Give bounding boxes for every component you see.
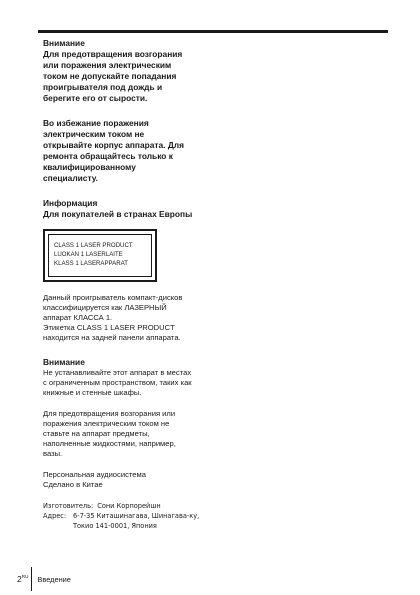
warning-line: открывайте корпус аппарата. Для bbox=[43, 140, 184, 150]
warning-line: Во избежание поражения bbox=[43, 118, 149, 128]
liquid-line: вазы. bbox=[43, 449, 63, 458]
manufacturer-info bbox=[43, 501, 218, 531]
info-desc-line: классифицируется как ЛАЗЕРНЫЙ bbox=[43, 303, 167, 312]
liquid-line: ставьте на аппарат предметы, bbox=[43, 429, 150, 438]
document-body bbox=[43, 38, 218, 531]
warning-line: электрическим током не bbox=[43, 129, 145, 139]
warning-line: специалисту. bbox=[43, 173, 99, 183]
address-value bbox=[73, 511, 199, 531]
warning-line: квалифицированному bbox=[43, 162, 136, 172]
placement-line: книжные и стенные шкафы. bbox=[43, 388, 142, 397]
product-line: Сделано в Китае bbox=[43, 480, 103, 489]
liquid-line: поражения электрическим током не bbox=[43, 419, 170, 428]
liquid-line: Для предотвращения возгорания или bbox=[43, 409, 176, 418]
info-desc-line: Данный проигрыватель компакт-дисков bbox=[43, 293, 183, 302]
footer-divider bbox=[31, 567, 32, 591]
laser-label-line: CLASS 1 LASER PRODUCT bbox=[54, 242, 133, 249]
info-desc-line: находится на задней панели аппарата. bbox=[43, 333, 181, 342]
address-line: 6-7-35 Киташинагава, Шинагава-ку, bbox=[73, 512, 200, 520]
warning-line: ремонта обращайтесь только к bbox=[43, 151, 173, 161]
laser-label-line: LUOKAN 1 LASERLAITE bbox=[54, 251, 123, 258]
product-info bbox=[43, 470, 218, 490]
warning-section-placement bbox=[43, 357, 218, 459]
manufacturer-key: Изготовитель: bbox=[43, 502, 94, 510]
laser-product-label bbox=[43, 229, 157, 282]
laser-label-inner bbox=[48, 234, 152, 277]
info-subtitle: Для покупателей в странах Европы bbox=[43, 209, 193, 219]
manufacturer-value: Сони Корпорейшн bbox=[97, 502, 161, 510]
page-language-code: RU bbox=[21, 574, 29, 580]
warning-title: Внимание bbox=[43, 38, 85, 48]
address-key: Адрес: bbox=[43, 512, 67, 520]
placement-line: Не устанавливайте этот аппарат в местах bbox=[43, 368, 192, 377]
placement-line: с ограниченным пространством, таких как bbox=[43, 378, 192, 387]
section-name: Введение bbox=[37, 574, 71, 584]
info-section bbox=[43, 198, 218, 343]
liquid-line: наполненные жидкостями, например, bbox=[43, 439, 176, 448]
warning-title: Внимание bbox=[43, 357, 85, 367]
laser-label-line: KLASS 1 LASERAPPARAT bbox=[54, 260, 128, 267]
page-number bbox=[17, 574, 28, 584]
page-number-value: 2 bbox=[17, 574, 22, 584]
warning-line: Для предотвращения возгорания bbox=[43, 49, 183, 59]
manufacturer-row bbox=[43, 501, 218, 511]
page-footer bbox=[17, 567, 71, 591]
warning-line: проигрывателя под дождь и bbox=[43, 82, 163, 92]
info-desc-line: аппарат КЛАССА 1. bbox=[43, 313, 113, 322]
info-title: Информация bbox=[43, 198, 98, 208]
warning-section-shock bbox=[43, 118, 218, 184]
warning-line: берегите его от сырости. bbox=[43, 93, 148, 103]
address-row bbox=[43, 511, 218, 531]
top-rule bbox=[38, 30, 388, 33]
address-line: Токио 141-0001, Япония bbox=[73, 522, 157, 530]
warning-line: или поражения электрическим bbox=[43, 60, 172, 70]
info-desc-line: Этикетка CLASS 1 LASER PRODUCT bbox=[43, 323, 175, 332]
warning-section-rain bbox=[43, 38, 218, 104]
warning-line: током не допускайте попадания bbox=[43, 71, 177, 81]
product-line: Персональная аудиосистема bbox=[43, 470, 146, 479]
